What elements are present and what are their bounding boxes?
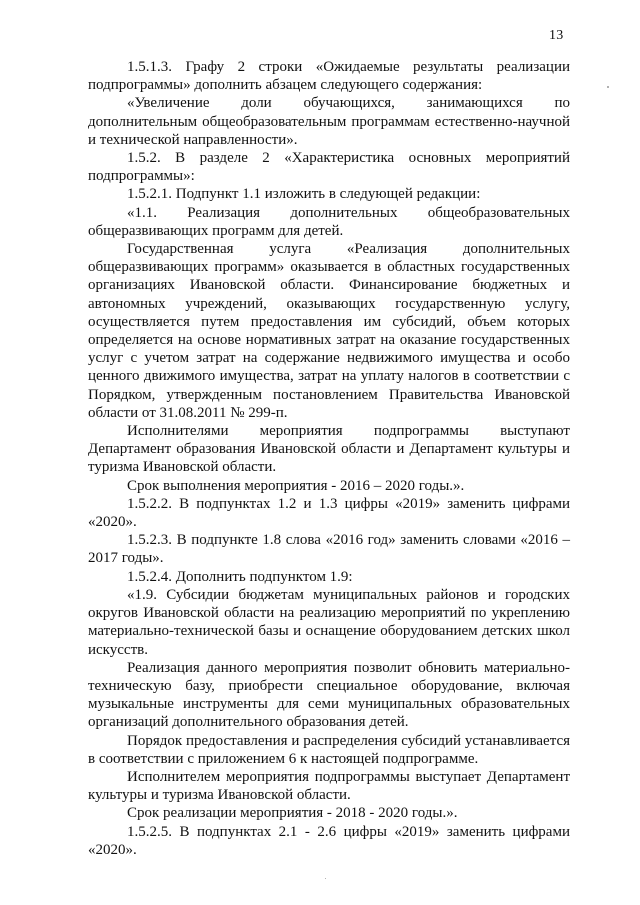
scan-speck xyxy=(607,86,609,88)
paragraph: 1.5.2. В разделе 2 «Характеристика основных мероприятий подпрограммы»: xyxy=(88,150,570,185)
page-number: 13 xyxy=(549,28,564,43)
paragraph: Государственная услуга «Реализация дополнительных общеразвивающих программ» оказывается в областных государственных организациях Ивановской области. Финансирование бюджетных и автономных учреждений, оказывающих государственную услугу, осуществляется путем предоставления им субсидий, объем которых определяется на основе нормативных затрат на оказание государственных услуг с учетом затрат на содержание недвижимого имущества и особо ценного движимого имущества, затрат на уплату налогов в соответствии с Порядком, утвержденным постановлением Правительства Ивановской области от 31.08.2011 № 299-п. xyxy=(88,241,570,421)
paragraph: «Увеличение доли обучающихся, занимающихся по дополнительным общеобразовательным программам естественно-научной и технической направленности». xyxy=(88,95,570,148)
paragraph: Исполнителями мероприятия подпрограммы выступают Департамент образования Ивановской области и Департамент культуры и туризма Ивановской области. xyxy=(88,423,570,476)
paragraph: «1.9. Субсидии бюджетам муниципальных районов и городских округов Ивановской области на реализацию мероприятий по укреплению материально-технической базы и оснащение оборудованием детских школ искусств. xyxy=(88,586,570,658)
paragraph: 1.5.1.3. Графу 2 строки «Ожидаемые результаты реализации подпрограммы» дополнить абзацем следующего содержания: xyxy=(88,59,570,94)
paragraph: 1.5.2.2. В подпунктах 1.2 и 1.3 цифры «2019» заменить цифрами «2020». xyxy=(88,495,570,531)
paragraph: 1.5.2.4. Дополнить подпунктом 1.9: xyxy=(127,568,353,585)
paragraph: Срок реализации мероприятия - 2018 - 2020 годы.». xyxy=(127,805,458,822)
paragraph: Срок выполнения мероприятия - 2016 – 2020 годы.». xyxy=(127,477,465,494)
document-body xyxy=(88,58,570,859)
paragraph: 1.5.2.5. В подпунктах 2.1 - 2.6 цифры «2019» заменить цифрами «2020». xyxy=(88,823,570,858)
paragraph: 1.5.2.1. Подпункт 1.1 изложить в следующей редакции: xyxy=(127,186,481,203)
paragraph: Исполнителем мероприятия подпрограммы выступает Департамент культуры и туризма Ивановской области. xyxy=(88,768,570,804)
paragraph: 1.5.2.3. В подпункте 1.8 слова «2016 год» заменить словами «2016 – 2017 годы». xyxy=(88,532,570,567)
scan-speck xyxy=(325,878,326,879)
paragraph: «1.1. Реализация дополнительных общеобразовательных общеразвивающих программ для детей. xyxy=(88,204,570,239)
paragraph: Реализация данного мероприятия позволит обновить материально-техническую базу, приобрести специальное оборудование, включая музыкальные инструменты для семи муниципальных образовательных организаций дополнительного образования детей. xyxy=(88,659,570,731)
paragraph: Порядок предоставления и распределения субсидий устанавливается в соответствии с приложением 6 к настоящей подпрограмме. xyxy=(88,732,570,767)
